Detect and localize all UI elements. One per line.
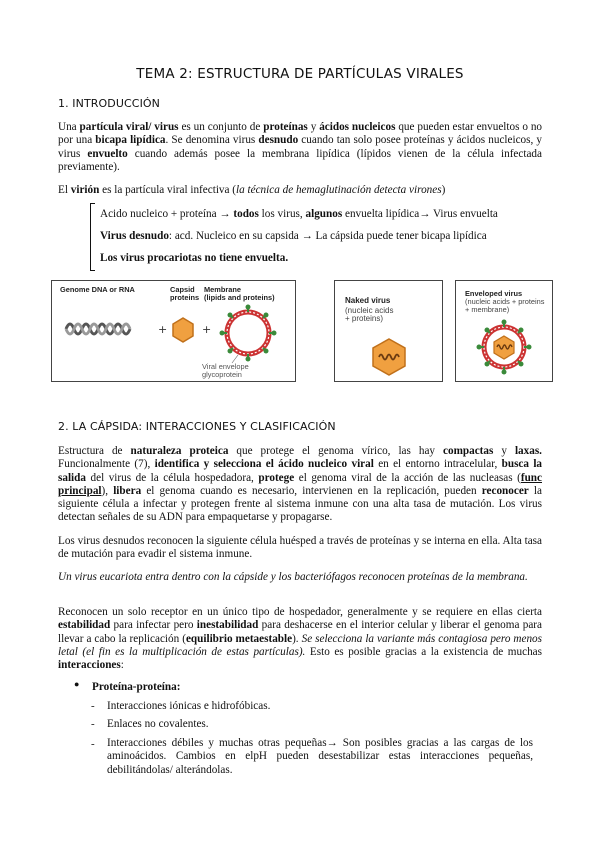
bracket-line: [90, 203, 95, 271]
bullet-icon: ●: [74, 679, 80, 689]
capsid-label: Capsid proteins: [170, 285, 200, 302]
dash-item-1: Interacciones iónicas e hidrofóbicas.: [107, 700, 271, 712]
receptor-paragraph: Reconocen un solo receptor en un único tipo de hospedador, generalmente y se requiere en ellas cierta estabilidad para infectar pero inestabilidad para deshacerse en el interior celular y liberar el genoma para llevar a cabo la replicación (equilibrio metaestable). Se selecciona la variante más contagiosa pero menos letal (el fin es la multiplicación de estas partículas). Esto es posible gracias a la existencia de muchas interacciones:: [58, 606, 542, 672]
page-title: TEMA 2: ESTRUCTURA DE PARTÍCULAS VIRALES: [136, 66, 464, 82]
dna-helix-icon: [66, 324, 130, 334]
enveloped-virus-title: Enveloped virus: [465, 289, 523, 298]
plus-sign-1: +: [158, 323, 168, 336]
dash-icon: -: [91, 738, 95, 750]
membrane-ring-icon: [220, 305, 277, 362]
dash-icon: -: [91, 700, 95, 712]
dash-item-3: Interacciones débiles y muchas otras pequeñas→ Son posibles gracias a las cargas de los aminoácidos. Cambios en elpH pueden desestabilizar estas interacciones pequeñas, debilitándolas/ alterándolas.: [107, 737, 533, 776]
plus-sign-2: +: [202, 323, 212, 336]
intro-paragraph: Una partícula viral/ virus es un conjunto de proteínas y ácidos nucleicos que pueden estar envueltos o no por una bicapa lipídica. Se denomina virus desnudo cuando tan solo posee proteínas y ácidos nucleicos, y virus envuelto cuando además posee la membrana lipídica (lípidos vienen de la célula infectada previamente).: [58, 121, 543, 173]
capsid-structure-paragraph: Estructura de naturaleza proteica que protege el genoma vírico, las hay compactas y laxas. Funcionalmente (7), identifica y selecciona el ácido nucleico viral en el entorno intracelular, busca la salida del virus de la célula hospedadora, protege el genoma viral de la acción de las nucleasas (func principal), libera el genoma cuando es necesario, intervienen en la replicación, pueden reconocer la siguiente célula a infectar y protegen frente al sistema inmune con una alta tasa de mutación. Los virus detectan señales de su ADN para empaquetarse y propagarse.: [58, 445, 543, 524]
naked-virus-paragraph: Los virus desnudos reconocen la siguiente célula huésped a través de proteínas y se interna en ella. Alta tasa de mutación para evadir el sistema inmune.: [58, 535, 542, 561]
eukaryote-virus-paragraph: Un virus eucariota entra dentro con la cápside y los bacteriófagos reconocen proteínas de la membrana.: [58, 571, 528, 583]
naked-virus-title: Naked virus: [345, 296, 391, 305]
enveloped-virus-drawing: [456, 281, 552, 381]
capsid-hexagon-icon: [173, 318, 193, 342]
membrane-label: Membrane (lipids and proteins): [204, 285, 275, 302]
enveloped-virus-subtitle: (nucleic acids + proteins + membrane): [465, 297, 545, 314]
envelope-glycoprotein-label: Viral envelope glycoprotein: [202, 362, 249, 379]
naked-virus-drawing: [335, 281, 442, 381]
section-heading-capsida: 2. LA CÁPSIDA: INTERACCIONES Y CLASIFICACIÓN: [58, 420, 336, 433]
naked-virus-figure: [334, 280, 443, 382]
bullet-protein-protein: Proteína-proteína:: [92, 681, 181, 693]
dash-icon: -: [91, 718, 95, 730]
enveloped-virus-figure: [455, 280, 553, 382]
virion-paragraph: El virión es la partícula viral infectiva (la técnica de hemaglutinación detecta virones): [58, 184, 446, 196]
bracket-line-2: Virus desnudo: acd. Nucleico en su capsida → La cápsida puede tener bicapa lipídica: [100, 230, 487, 242]
virus-components-figure: [51, 280, 296, 382]
components-drawing: [52, 281, 295, 381]
genome-label: Genome DNA or RNA: [60, 285, 135, 294]
naked-virus-subtitle: (nucleic acids + proteins): [345, 306, 394, 323]
bracket-line-3: Los virus procariotas no tiene envuelta.: [100, 252, 289, 264]
dash-item-2: Enlaces no covalentes.: [107, 718, 209, 730]
enveloped-virus-icon: [477, 320, 532, 375]
naked-capsid-icon: [373, 339, 405, 375]
bracket-line-1: Acido nucleico + proteína → todos los virus, algunos envuelta lipídica→ Virus envuelta: [100, 208, 498, 220]
section-heading-introduccion: 1. INTRODUCCIÓN: [58, 97, 160, 110]
